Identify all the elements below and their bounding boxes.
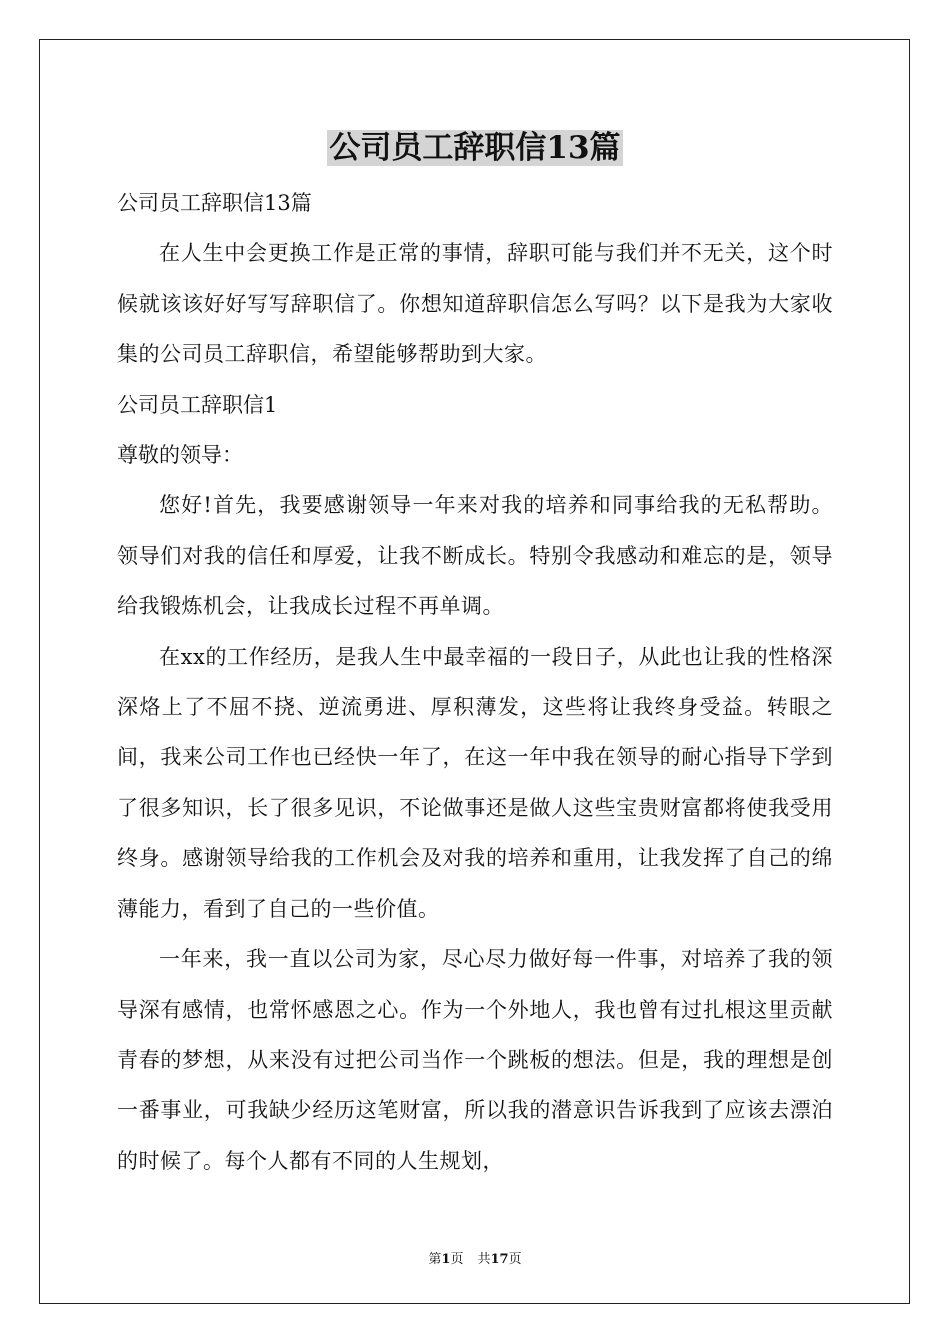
body-paragraph: 在xx的工作经历，是我人生中最幸福的一段日子，从此也让我的性格深深烙上了不屈不挠、逆流勇进、厚积薄发，这些将让我终身受益。转眼之间，我来公司工作也已经快一年了，在这一年中我在领导的耐心指导下学到了很多知识，长了很多见识，不论做事还是做人这些宝贵财富都将使我受用终身。感谢领导给我的工作机会及对我的培养和重用，让我发挥了自己的绵薄能力，看到了自己的一些价值。 <box>117 644 833 921</box>
body-paragraph: 在人生中会更换工作是正常的事情，辞职可能与我们并不无关，这个时候就该该好好写写辞职信了。你想知道辞职信怎么写吗？以下是我为大家收集的公司员工辞职信，希望能够帮助到大家。 <box>117 241 833 367</box>
body-paragraph: 您好!首先，我要感谢领导一年来对我的培养和同事给我的无私帮助。领导们对我的信任和厚爱，让我不断成长。特别令我感动和难忘的是，领导给我锻炼机会，让我成长过程不再单调。 <box>117 493 833 619</box>
document-title <box>0 126 950 170</box>
page-number: 1 <box>441 1252 451 1267</box>
total-prefix: 共 <box>477 1252 491 1267</box>
body-paragraph: 公司员工辞职信13篇 <box>117 191 312 215</box>
page-suffix: 页 <box>450 1252 464 1267</box>
body-paragraph: 公司员工辞职信1 <box>117 392 278 417</box>
page-prefix: 第 <box>428 1252 442 1267</box>
document-body <box>117 178 833 1186</box>
total-pages: 17 <box>490 1252 509 1267</box>
page-footer <box>0 1248 950 1267</box>
total-suffix: 页 <box>508 1252 522 1267</box>
document-title-text: 公司员工辞职信13篇 <box>329 130 621 166</box>
body-paragraph: 尊敬的领导： <box>117 443 243 468</box>
body-paragraph: 一年来，我一直以公司为家，尽心尽力做好每一件事，对培养了我的领导深有感情，也常怀感恩之心。作为一个外地人，我也曾有过扎根这里贡献青春的梦想，从来没有过把公司当作一个跳板的想法。但是，我的理想是创一番事业，可我缺少经历这笔财富，所以我的潜意识告诉我到了应该去漂泊的时候了。每个人都有不同的人生规划， <box>117 947 833 1173</box>
